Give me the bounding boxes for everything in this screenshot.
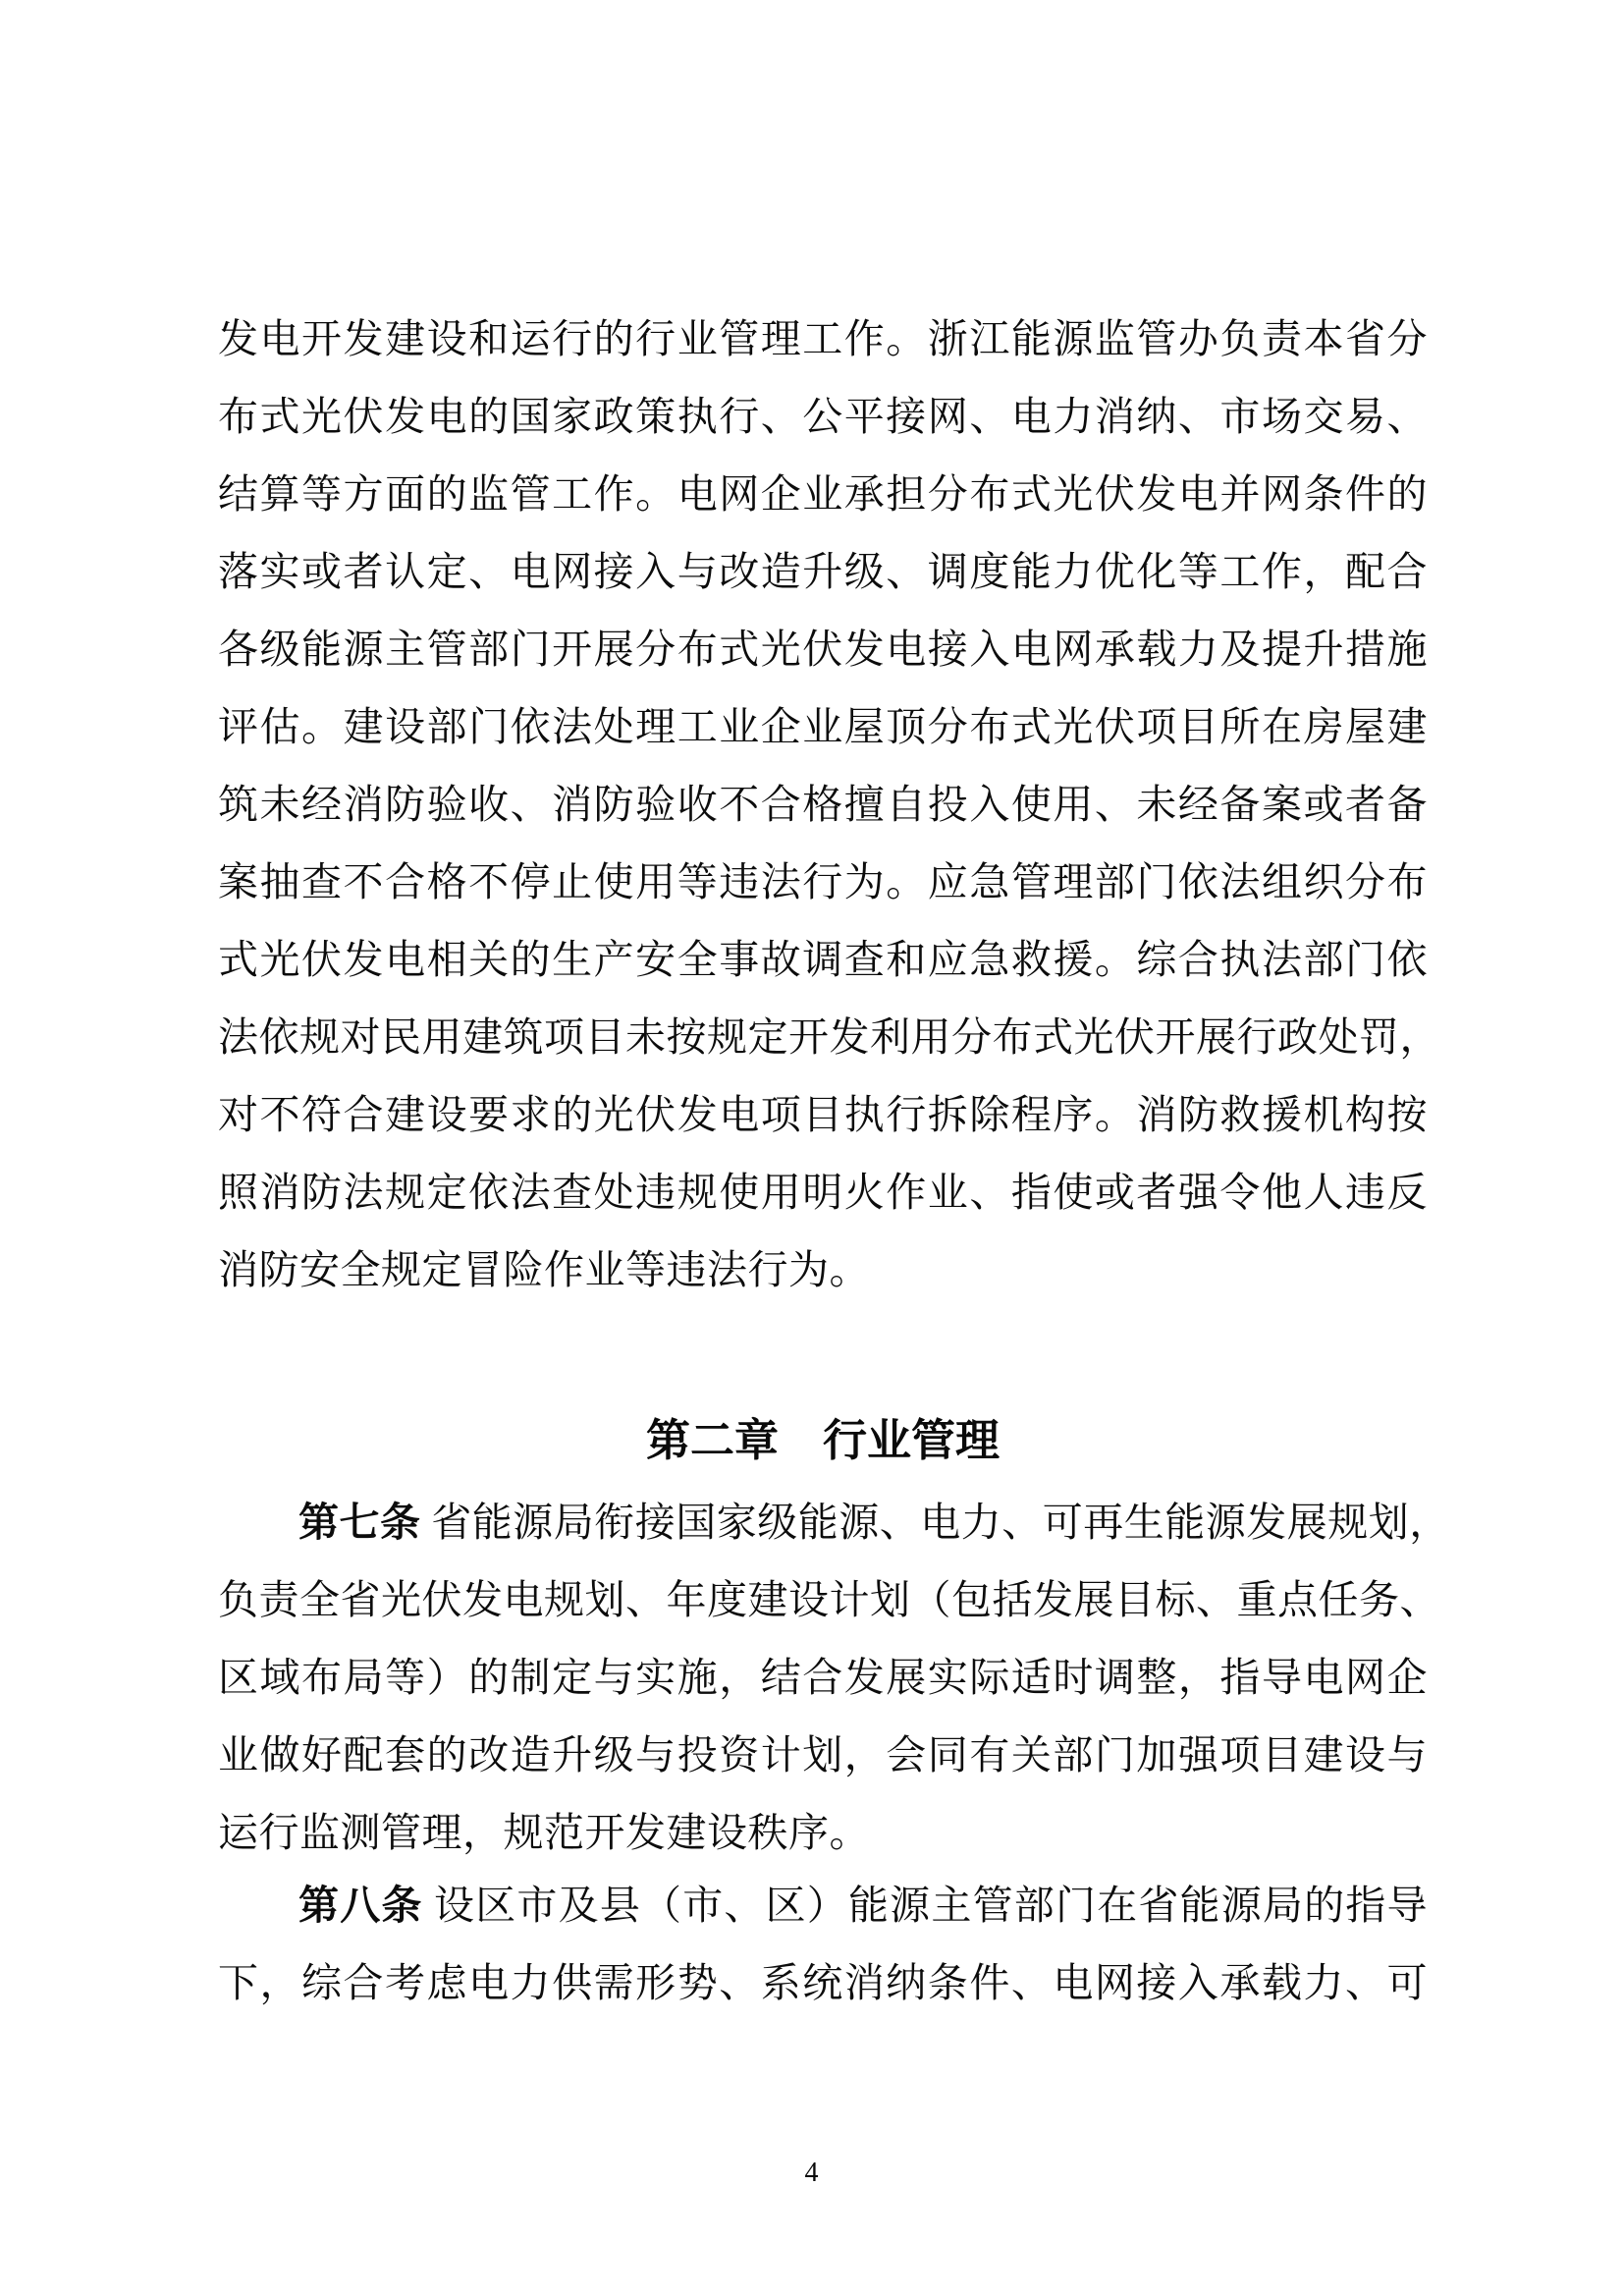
text-line: 筑未经消防验收、消防验收不合格擅自投入使用、未经备案或者备 xyxy=(218,782,1428,827)
text-line: 下，综合考虑电力供需形势、系统消纳条件、电网接入承载力、可 xyxy=(218,1960,1428,2005)
text-line: 消防安全规定冒险作业等违法行为。 xyxy=(218,1247,870,1292)
page-number: 4 xyxy=(804,2158,819,2188)
text-line: 落实或者认定、电网接入与改造升级、调度能力优化等工作，配合 xyxy=(218,549,1428,594)
text-line: 结算等方面的监管工作。电网企业承担分布式光伏发电并网条件的 xyxy=(218,471,1428,517)
text-line: 对不符合建设要求的光伏发电项目执行拆除程序。消防救援机构按 xyxy=(218,1092,1428,1137)
text-line: 布式光伏发电的国家政策执行、公平接网、电力消纳、市场交易、 xyxy=(218,394,1428,439)
article-number: 第七条 xyxy=(298,1500,421,1545)
article-number: 第八条 xyxy=(298,1883,423,1928)
text-line: 照消防法规定依法查处违规使用明火作业、指使或者强令他人违反 xyxy=(218,1170,1428,1215)
text-line: 案抽查不合格不停止使用等违法行为。应急管理部门依法组织分布 xyxy=(218,859,1428,904)
text-line: 负责全省光伏发电规划、年度建设计划（包括发展目标、重点任务、 xyxy=(218,1577,1440,1622)
text-line: 式光伏发电相关的生产安全事故调查和应急救援。综合执法部门依 xyxy=(218,937,1428,982)
chapter-heading: 第二章 行业管理 xyxy=(645,1415,1000,1465)
text-line: 评估。建设部门依法处理工业企业屋顶分布式光伏项目所在房屋建 xyxy=(218,704,1428,749)
paragraph-continuation xyxy=(218,301,1440,1309)
text-line: 第八条 设区市及县（市、区）能源主管部门在省能源局的指导 xyxy=(298,1883,1429,1928)
text-line: 区域布局等）的制定与实施，结合发展实际适时调整，指导电网企 xyxy=(218,1655,1428,1700)
text-line: 第七条 省能源局衔接国家级能源、电力、可再生能源发展规划， xyxy=(298,1500,1450,1545)
text-line: 法依规对民用建筑项目未按规定开发利用分布式光伏开展行政处罚， xyxy=(218,1014,1440,1060)
text-line: 运行监测管理，规范开发建设秩序。 xyxy=(218,1810,870,1855)
text-line: 业做好配套的改造升级与投资计划，会同有关部门加强项目建设与 xyxy=(218,1732,1428,1777)
paragraph-article-7 xyxy=(218,1484,1450,1872)
text-line: 发电开发建设和运行的行业管理工作。浙江能源监管办负责本省分 xyxy=(218,316,1428,361)
paragraph-article-8 xyxy=(218,1867,1428,2022)
text-line: 各级能源主管部门开展分布式光伏发电接入电网承载力及提升措施 xyxy=(218,627,1428,672)
